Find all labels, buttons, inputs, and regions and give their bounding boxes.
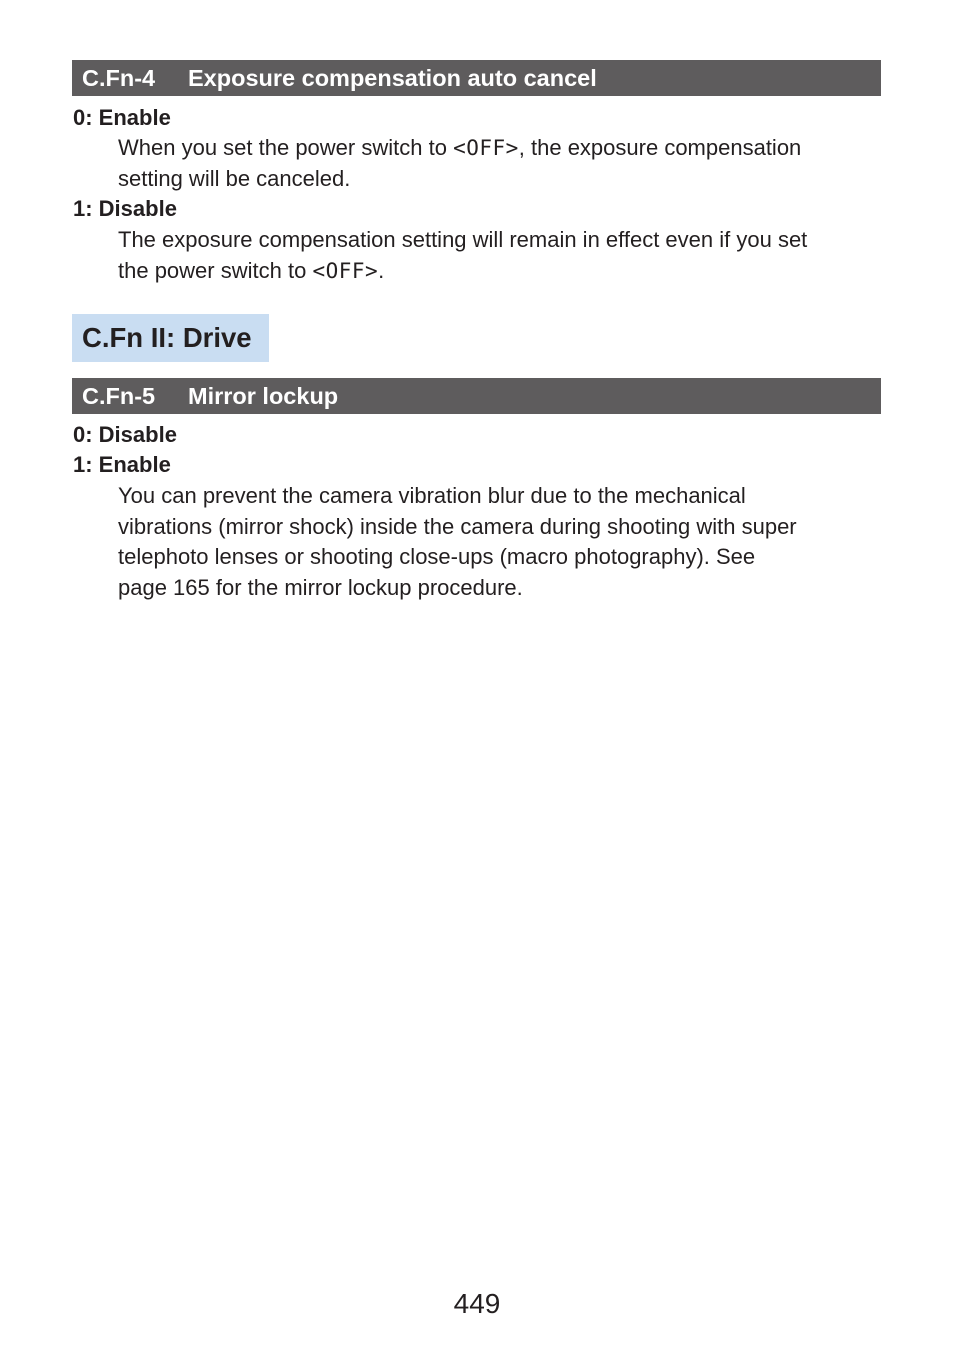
cfn-4-code: C.Fn-4 <box>82 65 156 91</box>
description-line: The exposure compensation setting will remain in effect even if you set <box>118 227 808 252</box>
description-line: vibrations (mirror shock) inside the camera during shooting with super <box>118 513 797 539</box>
cfn-4-option-1-description <box>118 225 878 286</box>
description-line: When you set the power switch to <OFF>, the exposure compensation <box>118 135 802 160</box>
cfn-5-option-1-description <box>118 481 878 603</box>
cfn-5-title: Mirror lockup <box>188 383 339 409</box>
cfn-4-header-bar <box>72 60 881 96</box>
cfn-5-option-0-label: 0: Disable <box>73 422 177 447</box>
cfn-5-header-bar <box>72 378 881 414</box>
power-off-symbol: <OFF> <box>453 136 519 160</box>
description-line: You can prevent the camera vibration blur due to the mechanical <box>118 483 746 508</box>
cfn-4-option-1-label: 1: Disable <box>73 196 177 221</box>
group-title-drive: C.Fn II: Drive <box>72 314 269 362</box>
cfn-4-title: Exposure compensation auto cancel <box>188 65 597 91</box>
description-line: setting will be canceled. <box>118 165 351 191</box>
page-number: 449 <box>453 1288 501 1319</box>
cfn-5-code: C.Fn-5 <box>82 383 156 409</box>
description-line: telephoto lenses or shooting close-ups (macro photography). See <box>118 544 756 569</box>
cfn-5-option-1-label: 1: Enable <box>73 452 171 477</box>
description-line: page 165 for the mirror lockup procedure. <box>118 574 523 600</box>
cfn-4-option-0-description <box>118 133 878 194</box>
power-off-symbol: <OFF> <box>312 258 379 283</box>
description-line: the power switch to <OFF>. <box>118 257 385 283</box>
cfn-4-option-0-label: 0: Enable <box>73 105 171 130</box>
